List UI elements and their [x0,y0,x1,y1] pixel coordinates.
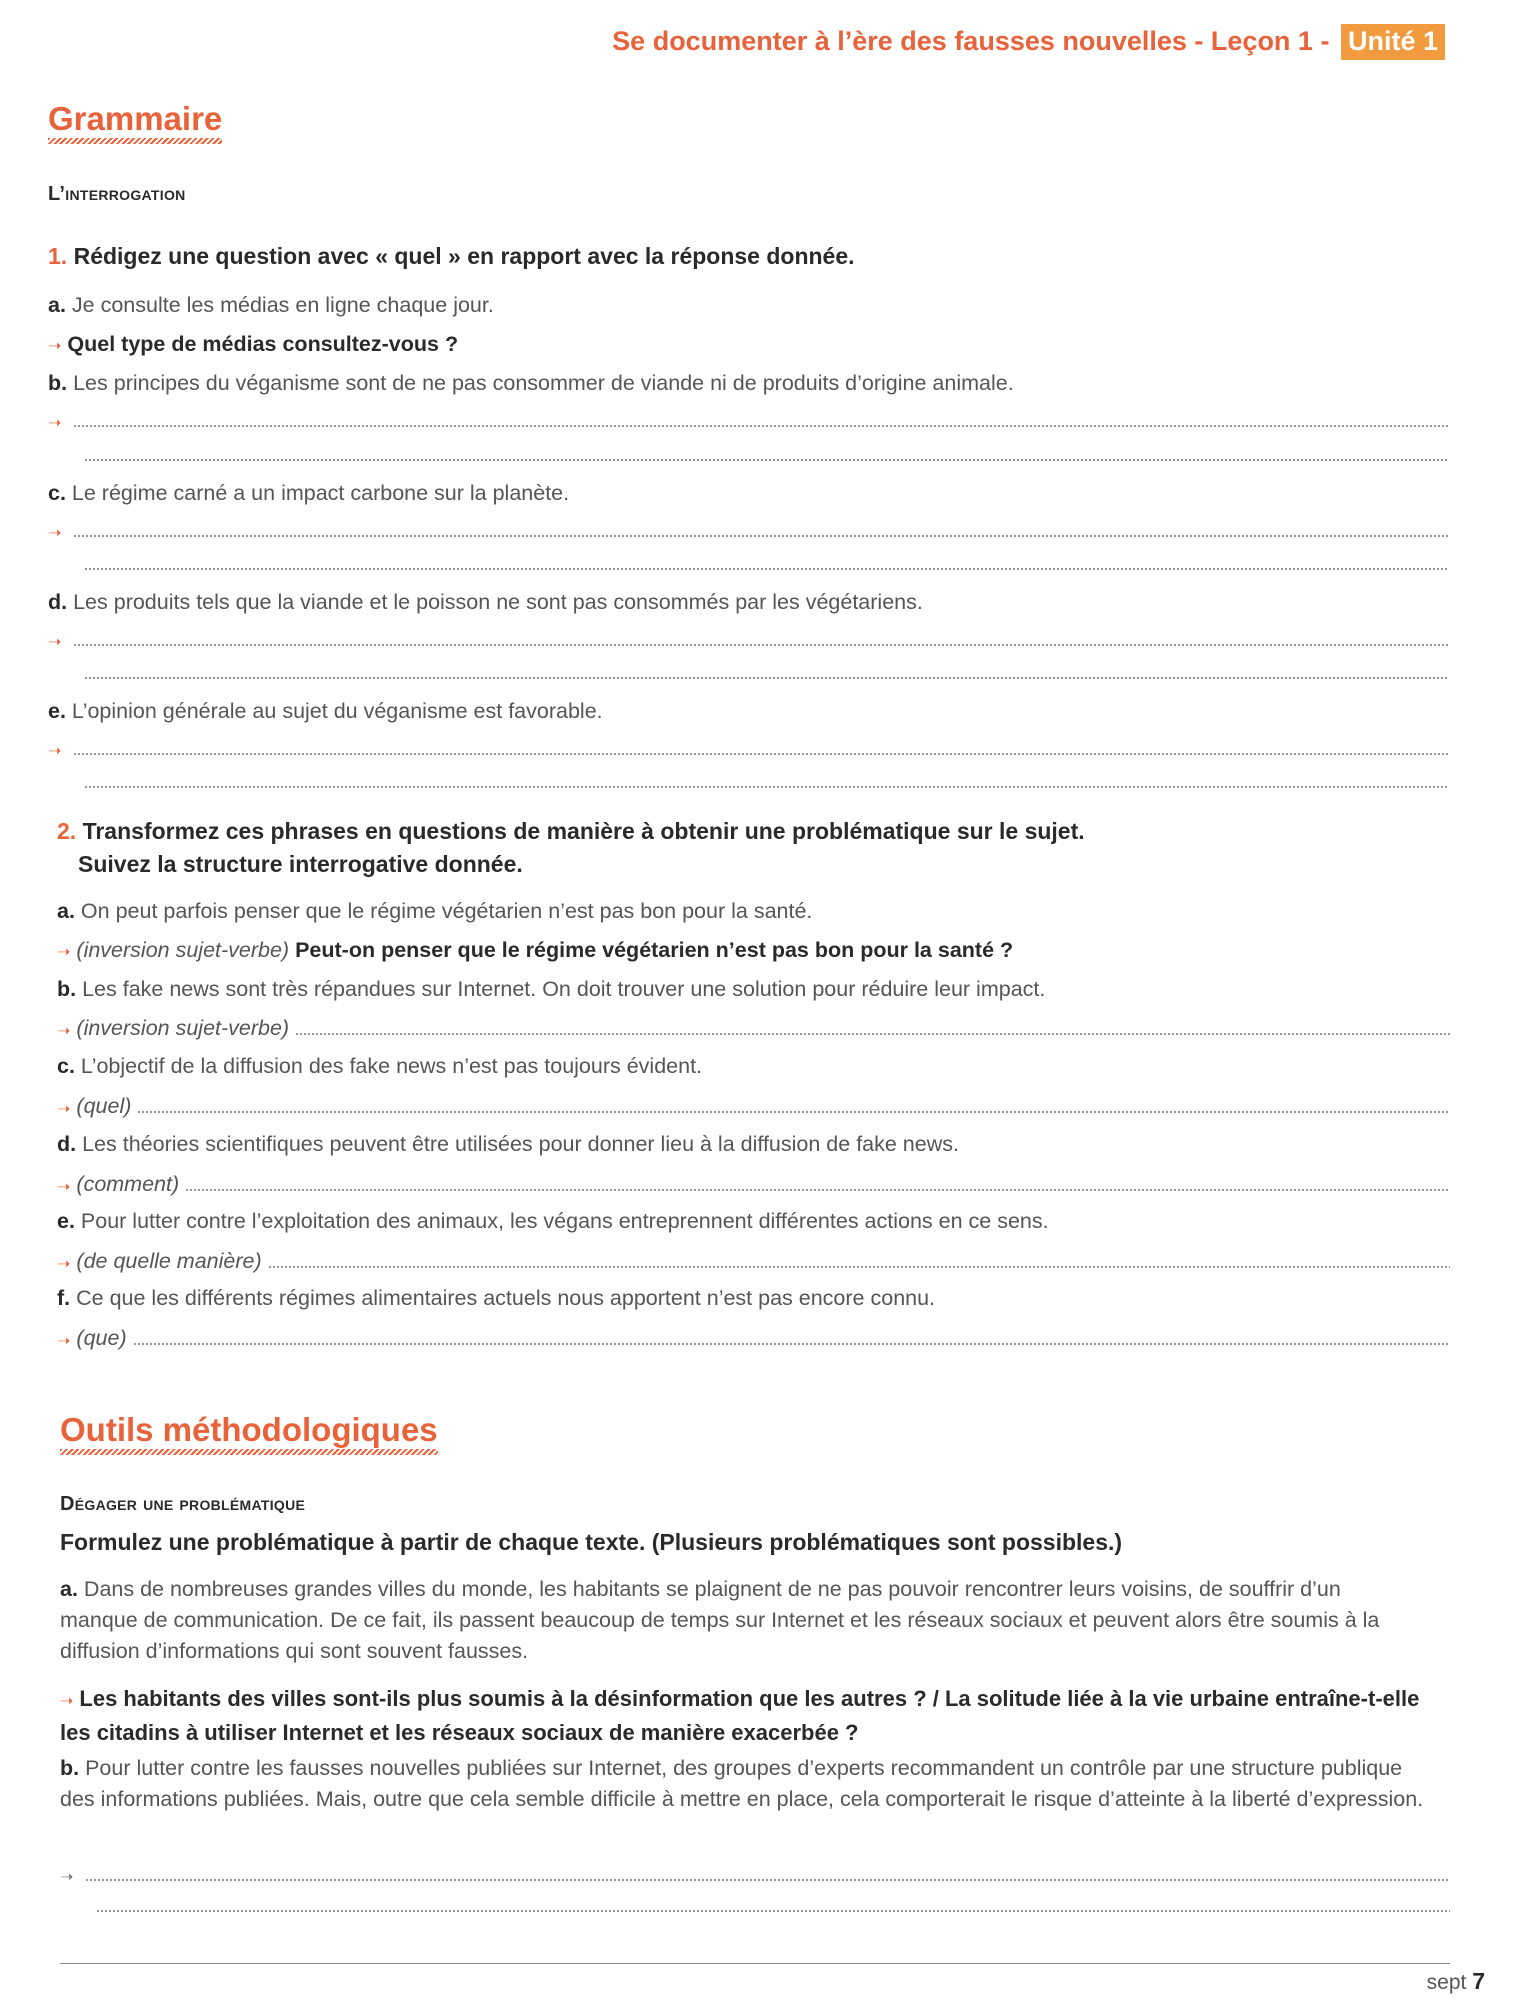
ex2-item-b-hint: (inversion sujet-verbe) [76,1016,290,1040]
ex2-instruction [57,815,1085,881]
ex2-item-f-letter: f. [57,1286,71,1310]
ex2-item-a-answer-text: Peut-on penser que le régime végétarien n’est pas bon pour la santé ? [295,938,1014,962]
answer-dots [73,753,1448,755]
arrow-icon: ➝ [48,525,62,542]
tools-title-text: Outils méthodologiques [60,1411,438,1448]
ex2-item-d-answer-line[interactable] [57,1169,1450,1197]
ex1-item-b-text: Les principes du véganisme sont de ne pas consommer de viande ni de produits d’origine animale. [73,371,1014,395]
ex1-item-d-text: Les produits tels que la viande et le poisson ne sont pas consommés par les végétariens. [73,590,923,614]
ex2-item-e-text: Pour lutter contre l’exploitation des animaux, les végans entreprennent différentes actions en ce sens. [80,1209,1049,1233]
ex2-item-a-hint: (inversion sujet-verbe) [76,938,290,962]
ex1-item-e-answer-line-2[interactable] [84,786,1448,788]
ex2-item-f-hint: (que) [76,1326,127,1350]
arrow-icon: ➝ [60,1869,74,1886]
ex2-item-f-answer-line[interactable] [57,1323,1450,1351]
ex2-item-a [57,897,812,925]
ex1-item-b-letter: b. [48,371,68,395]
ex2-item-b-text: Les fake news sont très répandues sur Internet. On doit trouver une solution pour réduire leur impact. [82,977,1046,1001]
tools-subheading: Dégager une problématique [60,1493,306,1515]
arrow-icon: ➝ [57,1101,71,1118]
ex2-item-e-answer-line[interactable] [57,1246,1450,1274]
ex2-item-b-answer-line[interactable] [57,1013,1450,1041]
tools-item-b-answer-line-2[interactable] [96,1910,1450,1912]
tools-item-b [60,1753,1440,1815]
grammar-subheading: L’interrogation [48,183,186,205]
ex2-item-a-answer [57,936,1013,967]
page-word: sept [1426,1971,1467,1994]
ex1-item-b [48,369,1014,397]
answer-dots [268,1266,1450,1268]
answer-dots [185,1189,1450,1191]
ex1-item-c-answer-line[interactable] [48,515,1448,543]
unit-badge: Unité 1 [1341,24,1445,60]
ex2-item-a-text: On peut parfois penser que le régime végétarien n’est pas bon pour la santé. [80,899,813,923]
arrow-icon: ➝ [57,1179,71,1196]
arrow-icon: ➝ [60,1693,74,1710]
ex2-item-c-answer-line[interactable] [57,1091,1450,1119]
tools-item-a-text: Dans de nombreuses grandes villes du monde, les habitants se plaignent de ne pas pouvoir rencontrer leurs voisins, de souffrir d’un manque de communication. De ce fait, ils passent beaucoup de temps sur Internet et les réseaux sociaux et peuvent alors être soumis à la diffusion d’informations qui sont souvent fausses. [60,1577,1380,1663]
tools-item-a-answer-text: Les habitants des villes sont-ils plus soumis à la désinformation que les autres ? / La solitude liée à la vie urbaine entraîne-t-elle les citadins à utiliser Internet et les réseaux sociaux de manière exacerbée ? [60,1686,1420,1745]
answer-dots [73,535,1448,537]
ex2-item-d [57,1130,959,1158]
grammar-title [48,100,222,144]
tools-instruction: Formulez une problématique à partir de chaque texte. (Plusieurs problématiques sont possibles.) [60,1529,1123,1555]
page-footer [1427,1968,1485,1995]
ex1-item-a-text: Je consulte les médias en ligne chaque jour. [71,293,494,317]
ex2-item-c-letter: c. [57,1054,75,1078]
ex1-item-d-answer-line-2[interactable] [84,677,1448,679]
answer-dots [295,1033,1450,1035]
tools-item-a-letter: a. [60,1577,78,1601]
ex1-item-c-letter: c. [48,481,66,505]
ex1-item-a [48,291,494,319]
page-number: 7 [1472,1968,1485,1994]
ex1-item-a-answer-text: Quel type de médias consultez-vous ? [67,332,459,356]
answer-dots [133,1343,1450,1345]
tools-item-a [60,1574,1420,1667]
ex2-instruction-line2: Suivez la structure interrogative donnée. [78,851,523,877]
arrow-icon: ➝ [48,338,62,355]
tools-title-underline [60,1449,438,1455]
header-title: Se documenter à l’ère des fausses nouvelles - Leçon 1 - [612,26,1330,56]
ex2-item-c [57,1052,702,1080]
grammar-title-underline [48,138,222,144]
ex2-item-e-letter: e. [57,1209,75,1233]
ex1-item-a-answer [48,330,458,361]
ex1-item-a-letter: a. [48,293,66,317]
ex2-item-b-letter: b. [57,977,77,1001]
tools-item-b-text: Pour lutter contre les fausses nouvelles publiées sur Internet, des groupes d’experts recommandent un contrôle par une structure publique des informations publiées. Mais, outre que cela semble difficile à mettre en place, cela comporterait le risque d’atteinte à la liberté d’expression. [60,1756,1424,1811]
ex2-item-c-hint: (quel) [76,1094,132,1118]
ex1-instruction-text: Rédigez une question avec « quel » en rapport avec la réponse donnée. [73,243,855,269]
ex2-item-d-text: Les théories scientifiques peuvent être utilisées pour donner lieu à la diffusion de fake news. [82,1132,959,1156]
ex2-item-e [57,1207,1049,1235]
ex2-item-c-text: L’objectif de la diffusion des fake news n’est pas toujours évident. [80,1054,703,1078]
ex2-item-d-letter: d. [57,1132,77,1156]
ex1-item-e [48,697,603,725]
ex2-item-d-hint: (comment) [76,1172,180,1196]
ex1-item-c-text: Le régime carné a un impact carbone sur la planète. [71,481,570,505]
arrow-icon: ➝ [48,743,62,760]
ex1-item-e-letter: e. [48,699,66,723]
ex2-item-a-letter: a. [57,899,75,923]
running-header [500,24,1445,60]
ex1-item-e-answer-line[interactable] [48,733,1448,761]
ex1-item-b-answer-line-2[interactable] [84,459,1448,461]
tools-title [60,1411,438,1455]
ex1-instruction [48,240,855,273]
ex1-number: 1. [48,243,68,269]
arrow-icon: ➝ [48,415,62,432]
ex1-item-c-answer-line-2[interactable] [84,568,1448,570]
answer-dots [137,1111,1450,1113]
arrow-icon: ➝ [57,1256,71,1273]
ex1-item-e-text: L’opinion générale au sujet du véganisme est favorable. [71,699,603,723]
ex1-item-d-answer-line[interactable] [48,624,1448,652]
grammar-title-text: Grammaire [48,100,223,137]
ex2-item-f-text: Ce que les différents régimes alimentaires actuels nous apportent n’est pas encore connu. [76,1286,936,1310]
arrow-icon: ➝ [57,1333,71,1350]
ex2-item-f [57,1284,935,1312]
ex1-item-d [48,588,923,616]
tools-item-b-letter: b. [60,1756,80,1780]
tools-item-b-answer-line[interactable] [60,1859,1450,1887]
arrow-icon: ➝ [48,634,62,651]
ex2-instruction-text-1: Transformez ces phrases en questions de manière à obtenir une problématique sur le sujet. [82,818,1085,844]
answer-dots [85,1879,1450,1881]
ex1-item-d-letter: d. [48,590,68,614]
tools-item-a-answer [60,1683,1420,1748]
ex1-item-b-answer-line[interactable] [48,405,1448,433]
ex1-item-c [48,479,569,507]
answer-dots [73,425,1448,427]
footer-rule [60,1963,1450,1964]
answer-dots [73,644,1448,646]
ex2-item-b [57,975,1045,1003]
arrow-icon: ➝ [57,1023,71,1040]
ex2-instruction-line1 [57,815,1085,848]
arrow-icon: ➝ [57,944,71,961]
ex2-item-e-hint: (de quelle manière) [76,1249,262,1273]
ex2-number: 2. [57,818,77,844]
